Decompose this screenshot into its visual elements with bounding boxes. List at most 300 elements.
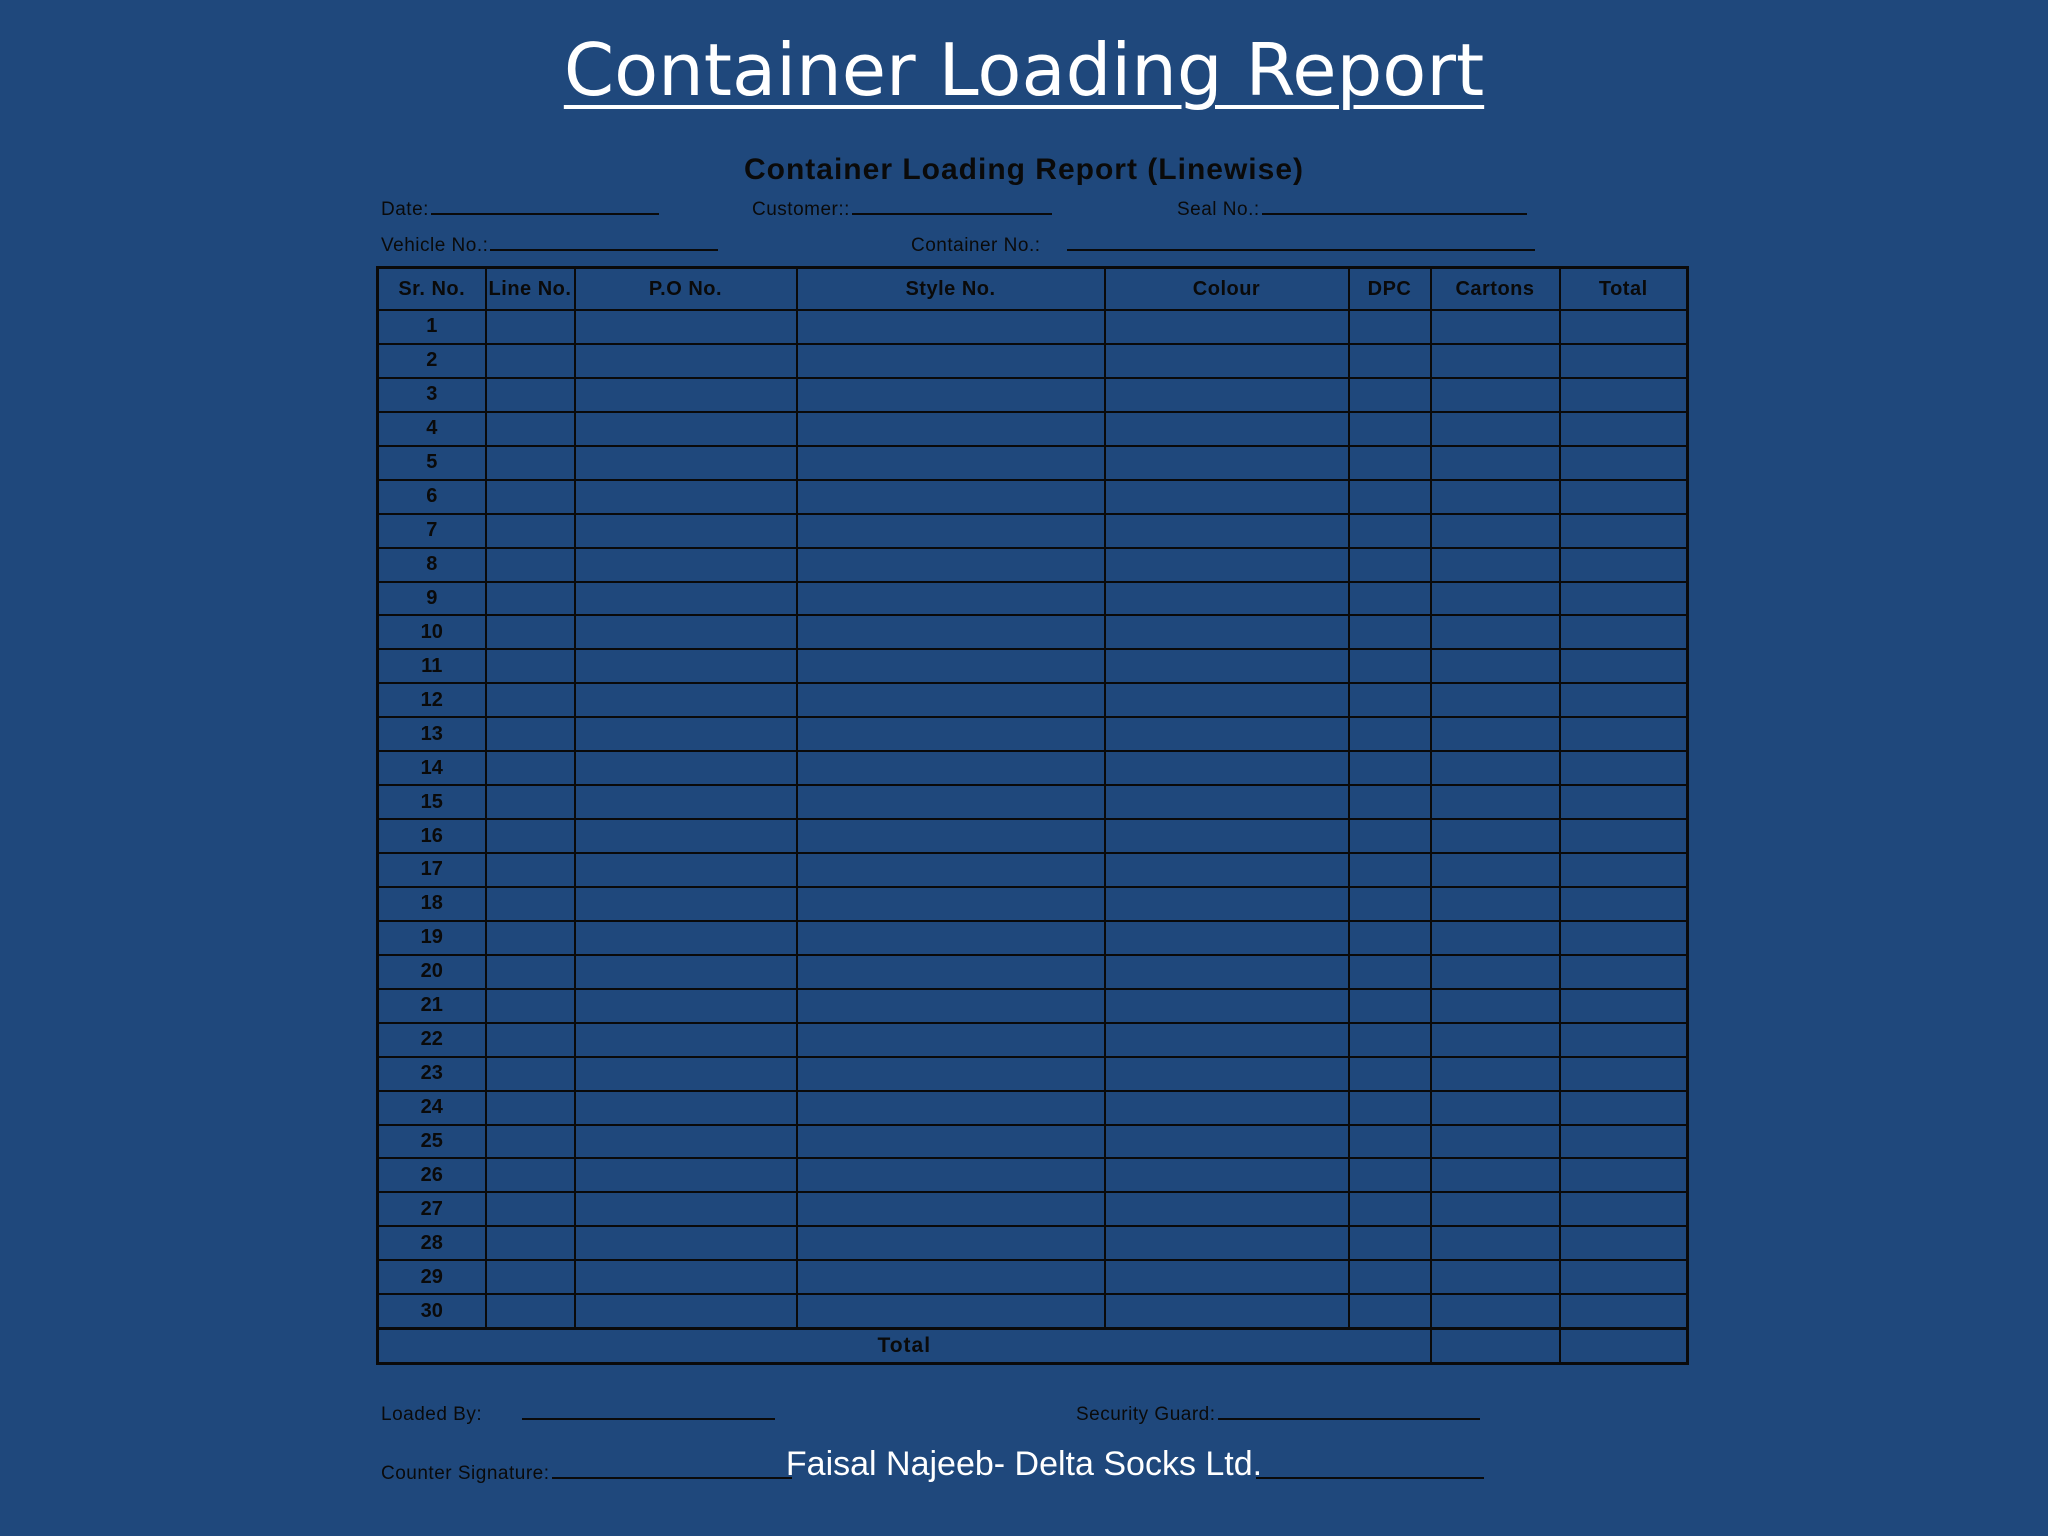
colour-cell[interactable] bbox=[1105, 1023, 1349, 1057]
slide-title: Container Loading Report bbox=[563, 28, 1485, 112]
total-cell[interactable] bbox=[1560, 1294, 1688, 1328]
footer-credit: Faisal Najeeb- Delta Socks Ltd. bbox=[785, 1445, 1263, 1483]
dpc-cell[interactable] bbox=[1349, 344, 1431, 378]
cartons-cell[interactable] bbox=[1431, 683, 1560, 717]
loaded-by-field[interactable] bbox=[381, 1404, 775, 1426]
style-no-cell[interactable] bbox=[797, 1057, 1105, 1091]
po-no-cell[interactable] bbox=[575, 344, 797, 378]
po-no-cell[interactable] bbox=[575, 853, 797, 887]
cartons-cell[interactable] bbox=[1431, 548, 1560, 582]
po-no-cell[interactable] bbox=[575, 548, 797, 582]
total-cell[interactable] bbox=[1560, 785, 1688, 819]
total-cell[interactable] bbox=[1560, 887, 1688, 921]
counter-signature-label: Counter Signature: bbox=[381, 1463, 550, 1484]
total-cell[interactable] bbox=[1560, 819, 1688, 853]
line-no-cell[interactable] bbox=[486, 615, 575, 649]
table-row bbox=[378, 1260, 1688, 1294]
date-blank-line bbox=[431, 212, 659, 215]
dpc-cell[interactable] bbox=[1349, 582, 1431, 616]
table-row bbox=[378, 480, 1688, 514]
total-cell[interactable] bbox=[1560, 1023, 1688, 1057]
style-no-cell[interactable] bbox=[797, 582, 1105, 616]
style-no-cell[interactable] bbox=[797, 514, 1105, 548]
table-row bbox=[378, 615, 1688, 649]
colour-cell[interactable] bbox=[1105, 1125, 1349, 1159]
style-no-cell[interactable] bbox=[797, 344, 1105, 378]
table-row bbox=[378, 887, 1688, 921]
table-row bbox=[378, 853, 1688, 887]
total-cell[interactable] bbox=[1560, 412, 1688, 446]
colour-cell[interactable] bbox=[1105, 480, 1349, 514]
dpc-cell[interactable] bbox=[1349, 1023, 1431, 1057]
po-no-cell[interactable] bbox=[575, 514, 797, 548]
dpc-cell[interactable] bbox=[1349, 412, 1431, 446]
table-row bbox=[378, 1158, 1688, 1192]
container-no-label: Container No.: bbox=[911, 235, 1041, 256]
cartons-cell[interactable] bbox=[1431, 649, 1560, 683]
sr-no-cell: 25 bbox=[378, 1125, 486, 1159]
dpc-cell[interactable] bbox=[1349, 378, 1431, 412]
colour-cell[interactable] bbox=[1105, 785, 1349, 819]
table-row bbox=[378, 683, 1688, 717]
table-row bbox=[378, 649, 1688, 683]
cartons-cell[interactable] bbox=[1431, 412, 1560, 446]
table-row bbox=[378, 1125, 1688, 1159]
sr-no-cell: 1 bbox=[378, 310, 486, 344]
colour-cell[interactable] bbox=[1105, 615, 1349, 649]
po-no-cell[interactable] bbox=[575, 1057, 797, 1091]
table-row bbox=[378, 785, 1688, 819]
cartons-cell[interactable] bbox=[1431, 853, 1560, 887]
colour-cell[interactable] bbox=[1105, 1091, 1349, 1125]
style-no-cell[interactable] bbox=[797, 615, 1105, 649]
colour-cell[interactable] bbox=[1105, 1057, 1349, 1091]
sr-no-cell: 29 bbox=[378, 1260, 486, 1294]
cartons-cell[interactable] bbox=[1431, 819, 1560, 853]
line-no-cell[interactable] bbox=[486, 1057, 575, 1091]
po-no-cell[interactable] bbox=[575, 785, 797, 819]
table-row bbox=[378, 446, 1688, 480]
vehicle-no-label: Vehicle No.: bbox=[381, 235, 489, 256]
dpc-cell[interactable] bbox=[1349, 310, 1431, 344]
total-cell[interactable] bbox=[1560, 1057, 1688, 1091]
colour-cell[interactable] bbox=[1105, 955, 1349, 989]
style-no-cell[interactable] bbox=[797, 989, 1105, 1023]
line-no-cell[interactable] bbox=[486, 717, 575, 751]
table-row bbox=[378, 378, 1688, 412]
po-no-cell[interactable] bbox=[575, 615, 797, 649]
cartons-cell[interactable] bbox=[1431, 751, 1560, 785]
total-cell[interactable] bbox=[1560, 1158, 1688, 1192]
dpc-cell[interactable] bbox=[1349, 887, 1431, 921]
colour-cell[interactable] bbox=[1105, 1158, 1349, 1192]
vehicle-no-blank-line bbox=[490, 248, 718, 251]
cartons-cell[interactable] bbox=[1431, 717, 1560, 751]
dpc-cell[interactable] bbox=[1349, 446, 1431, 480]
style-no-cell[interactable] bbox=[797, 683, 1105, 717]
line-no-cell[interactable] bbox=[486, 819, 575, 853]
table-row bbox=[378, 582, 1688, 616]
colour-cell[interactable] bbox=[1105, 1260, 1349, 1294]
total-cell[interactable] bbox=[1560, 548, 1688, 582]
sr-no-cell: 6 bbox=[378, 480, 486, 514]
total-cell[interactable] bbox=[1560, 717, 1688, 751]
dpc-cell[interactable] bbox=[1349, 1125, 1431, 1159]
total-cell[interactable] bbox=[1560, 853, 1688, 887]
sr-no-cell: 4 bbox=[378, 412, 486, 446]
style-no-cell[interactable] bbox=[797, 378, 1105, 412]
sr-no-cell: 7 bbox=[378, 514, 486, 548]
dpc-cell[interactable] bbox=[1349, 1226, 1431, 1260]
style-no-cell[interactable] bbox=[797, 921, 1105, 955]
po-no-cell[interactable] bbox=[575, 717, 797, 751]
container-no-field[interactable] bbox=[911, 235, 1535, 257]
dpc-cell[interactable] bbox=[1349, 921, 1431, 955]
total-cell[interactable] bbox=[1560, 921, 1688, 955]
line-no-cell[interactable] bbox=[486, 344, 575, 378]
po-no-cell[interactable] bbox=[575, 480, 797, 514]
style-no-cell[interactable] bbox=[797, 751, 1105, 785]
line-no-cell[interactable] bbox=[486, 1260, 575, 1294]
line-no-cell[interactable] bbox=[486, 582, 575, 616]
total-cell[interactable] bbox=[1560, 1226, 1688, 1260]
style-no-cell[interactable] bbox=[797, 310, 1105, 344]
header-sr-no: Sr. No. bbox=[378, 268, 486, 311]
po-no-cell[interactable] bbox=[575, 683, 797, 717]
total-cell[interactable] bbox=[1560, 514, 1688, 548]
cartons-cell[interactable] bbox=[1431, 1192, 1560, 1226]
dpc-cell[interactable] bbox=[1349, 1057, 1431, 1091]
line-no-cell[interactable] bbox=[486, 1125, 575, 1159]
po-no-cell[interactable] bbox=[575, 819, 797, 853]
line-no-cell[interactable] bbox=[486, 412, 575, 446]
customer-label: Customer:: bbox=[752, 199, 850, 220]
cartons-cell[interactable] bbox=[1431, 1125, 1560, 1159]
loaded-by-label: Loaded By: bbox=[381, 1404, 483, 1425]
table-row bbox=[378, 1294, 1688, 1328]
sr-no-cell: 27 bbox=[378, 1192, 486, 1226]
colour-cell[interactable] bbox=[1105, 989, 1349, 1023]
style-no-cell[interactable] bbox=[797, 1158, 1105, 1192]
cartons-cell[interactable] bbox=[1431, 344, 1560, 378]
total-label: Total bbox=[378, 1329, 1431, 1364]
total-cell[interactable] bbox=[1560, 1192, 1688, 1226]
table-row bbox=[378, 717, 1688, 751]
colour-cell[interactable] bbox=[1105, 751, 1349, 785]
security-guard-blank-line bbox=[1218, 1417, 1480, 1420]
sr-no-cell: 28 bbox=[378, 1226, 486, 1260]
po-no-cell[interactable] bbox=[575, 1023, 797, 1057]
dpc-cell[interactable] bbox=[1349, 1091, 1431, 1125]
line-no-cell[interactable] bbox=[486, 1091, 575, 1125]
cartons-cell[interactable] bbox=[1431, 1057, 1560, 1091]
cartons-cell[interactable] bbox=[1431, 1023, 1560, 1057]
security-guard-label: Security Guard: bbox=[1076, 1404, 1216, 1425]
colour-cell[interactable] bbox=[1105, 1192, 1349, 1226]
po-no-cell[interactable] bbox=[575, 378, 797, 412]
total-cell[interactable] bbox=[1560, 615, 1688, 649]
colour-cell[interactable] bbox=[1105, 344, 1349, 378]
cartons-cell[interactable] bbox=[1431, 378, 1560, 412]
form-heading: Container Loading Report (Linewise) bbox=[743, 153, 1304, 186]
colour-cell[interactable] bbox=[1105, 548, 1349, 582]
vehicle-no-field[interactable] bbox=[381, 235, 718, 257]
total-total-cell[interactable] bbox=[1560, 1329, 1688, 1364]
colour-cell[interactable] bbox=[1105, 446, 1349, 480]
dpc-cell[interactable] bbox=[1349, 1158, 1431, 1192]
colour-cell[interactable] bbox=[1105, 649, 1349, 683]
table-row bbox=[378, 751, 1688, 785]
table-header-row bbox=[378, 268, 1688, 311]
header-cartons: Cartons bbox=[1431, 268, 1560, 311]
sr-no-cell: 3 bbox=[378, 378, 486, 412]
line-no-cell[interactable] bbox=[486, 853, 575, 887]
colour-cell[interactable] bbox=[1105, 717, 1349, 751]
colour-cell[interactable] bbox=[1105, 378, 1349, 412]
style-no-cell[interactable] bbox=[797, 887, 1105, 921]
sr-no-cell: 11 bbox=[378, 649, 486, 683]
po-no-cell[interactable] bbox=[575, 921, 797, 955]
cartons-cell[interactable] bbox=[1431, 514, 1560, 548]
style-no-cell[interactable] bbox=[797, 1192, 1105, 1226]
dpc-cell[interactable] bbox=[1349, 819, 1431, 853]
dpc-cell[interactable] bbox=[1349, 853, 1431, 887]
table-row bbox=[378, 955, 1688, 989]
style-no-cell[interactable] bbox=[797, 1226, 1105, 1260]
line-no-cell[interactable] bbox=[486, 785, 575, 819]
po-no-cell[interactable] bbox=[575, 1158, 797, 1192]
colour-cell[interactable] bbox=[1105, 1294, 1349, 1328]
dpc-cell[interactable] bbox=[1349, 751, 1431, 785]
cartons-cell[interactable] bbox=[1431, 1091, 1560, 1125]
cartons-cell[interactable] bbox=[1431, 1260, 1560, 1294]
date-label: Date: bbox=[381, 199, 429, 220]
po-no-cell[interactable] bbox=[575, 1260, 797, 1294]
dpc-cell[interactable] bbox=[1349, 1260, 1431, 1294]
sr-no-cell: 26 bbox=[378, 1158, 486, 1192]
line-no-cell[interactable] bbox=[486, 649, 575, 683]
dpc-cell[interactable] bbox=[1349, 785, 1431, 819]
sr-no-cell: 9 bbox=[378, 582, 486, 616]
dpc-cell[interactable] bbox=[1349, 480, 1431, 514]
cartons-cell[interactable] bbox=[1431, 887, 1560, 921]
po-no-cell[interactable] bbox=[575, 446, 797, 480]
cartons-cell[interactable] bbox=[1431, 1226, 1560, 1260]
cartons-cell[interactable] bbox=[1431, 955, 1560, 989]
po-no-cell[interactable] bbox=[575, 1192, 797, 1226]
line-no-cell[interactable] bbox=[486, 1158, 575, 1192]
total-cell[interactable] bbox=[1560, 582, 1688, 616]
sr-no-cell: 8 bbox=[378, 548, 486, 582]
header-total: Total bbox=[1560, 268, 1688, 311]
table-row bbox=[378, 921, 1688, 955]
table-row bbox=[378, 310, 1688, 344]
customer-field[interactable] bbox=[752, 199, 1052, 221]
table-row bbox=[378, 344, 1688, 378]
sr-no-cell: 12 bbox=[378, 683, 486, 717]
total-cell[interactable] bbox=[1560, 1091, 1688, 1125]
seal-no-field[interactable] bbox=[1177, 199, 1527, 221]
cartons-cell[interactable] bbox=[1431, 921, 1560, 955]
po-no-cell[interactable] bbox=[575, 989, 797, 1023]
style-no-cell[interactable] bbox=[797, 785, 1105, 819]
loaded-by-blank-line bbox=[522, 1417, 775, 1420]
total-cell[interactable] bbox=[1560, 344, 1688, 378]
po-no-cell[interactable] bbox=[575, 887, 797, 921]
seal-no-blank-line bbox=[1262, 212, 1527, 215]
colour-cell[interactable] bbox=[1105, 582, 1349, 616]
dpc-cell[interactable] bbox=[1349, 649, 1431, 683]
seal-no-label: Seal No.: bbox=[1177, 199, 1260, 220]
colour-cell[interactable] bbox=[1105, 412, 1349, 446]
total-cell[interactable] bbox=[1560, 480, 1688, 514]
table-row bbox=[378, 1091, 1688, 1125]
line-no-cell[interactable] bbox=[486, 310, 575, 344]
total-cell[interactable] bbox=[1560, 1260, 1688, 1294]
total-cell[interactable] bbox=[1560, 446, 1688, 480]
sr-no-cell: 10 bbox=[378, 615, 486, 649]
style-no-cell[interactable] bbox=[797, 1091, 1105, 1125]
style-no-cell[interactable] bbox=[797, 649, 1105, 683]
total-cell[interactable] bbox=[1560, 378, 1688, 412]
dpc-cell[interactable] bbox=[1349, 989, 1431, 1023]
security-guard-field[interactable] bbox=[1076, 1404, 1480, 1426]
po-no-cell[interactable] bbox=[575, 582, 797, 616]
table-row bbox=[378, 989, 1688, 1023]
cartons-cell[interactable] bbox=[1431, 480, 1560, 514]
sr-no-cell: 2 bbox=[378, 344, 486, 378]
table-row bbox=[378, 1023, 1688, 1057]
dpc-cell[interactable] bbox=[1349, 683, 1431, 717]
colour-cell[interactable] bbox=[1105, 514, 1349, 548]
colour-cell[interactable] bbox=[1105, 683, 1349, 717]
style-no-cell[interactable] bbox=[797, 819, 1105, 853]
cartons-cell[interactable] bbox=[1431, 989, 1560, 1023]
po-no-cell[interactable] bbox=[575, 751, 797, 785]
header-line-no: Line No. bbox=[486, 268, 575, 311]
cartons-cell[interactable] bbox=[1431, 785, 1560, 819]
dpc-cell[interactable] bbox=[1349, 615, 1431, 649]
po-no-cell[interactable] bbox=[575, 1226, 797, 1260]
cartons-cell[interactable] bbox=[1431, 582, 1560, 616]
sr-no-cell: 5 bbox=[378, 446, 486, 480]
po-no-cell[interactable] bbox=[575, 955, 797, 989]
line-no-cell[interactable] bbox=[486, 887, 575, 921]
date-field[interactable] bbox=[381, 199, 659, 221]
style-no-cell[interactable] bbox=[797, 1023, 1105, 1057]
total-cell[interactable] bbox=[1560, 683, 1688, 717]
style-no-cell[interactable] bbox=[797, 480, 1105, 514]
header-po-no: P.O No. bbox=[575, 268, 797, 311]
dpc-cell[interactable] bbox=[1349, 1294, 1431, 1328]
cartons-cell[interactable] bbox=[1431, 615, 1560, 649]
table-row bbox=[378, 819, 1688, 853]
line-no-cell[interactable] bbox=[486, 446, 575, 480]
sr-no-cell: 18 bbox=[378, 887, 486, 921]
header-dpc: DPC bbox=[1349, 268, 1431, 311]
sr-no-cell: 14 bbox=[378, 751, 486, 785]
line-no-cell[interactable] bbox=[486, 683, 575, 717]
line-no-cell[interactable] bbox=[486, 921, 575, 955]
colour-cell[interactable] bbox=[1105, 853, 1349, 887]
total-cell[interactable] bbox=[1560, 955, 1688, 989]
style-no-cell[interactable] bbox=[797, 955, 1105, 989]
loading-table bbox=[376, 266, 1689, 1365]
po-no-cell[interactable] bbox=[575, 1294, 797, 1328]
header-colour: Colour bbox=[1105, 268, 1349, 311]
total-cell[interactable] bbox=[1560, 310, 1688, 344]
table-row bbox=[378, 514, 1688, 548]
table-total-row bbox=[378, 1329, 1688, 1364]
style-no-cell[interactable] bbox=[797, 1260, 1105, 1294]
table-row bbox=[378, 1192, 1688, 1226]
container-no-blank-line bbox=[1067, 248, 1535, 251]
cartons-cell[interactable] bbox=[1431, 446, 1560, 480]
customer-blank-line bbox=[852, 212, 1052, 215]
colour-cell[interactable] bbox=[1105, 310, 1349, 344]
po-no-cell[interactable] bbox=[575, 649, 797, 683]
style-no-cell[interactable] bbox=[797, 446, 1105, 480]
total-cell[interactable] bbox=[1560, 1125, 1688, 1159]
dpc-cell[interactable] bbox=[1349, 717, 1431, 751]
po-no-cell[interactable] bbox=[575, 412, 797, 446]
total-cartons-cell[interactable] bbox=[1431, 1329, 1560, 1364]
line-no-cell[interactable] bbox=[486, 514, 575, 548]
line-no-cell[interactable] bbox=[486, 989, 575, 1023]
cartons-cell[interactable] bbox=[1431, 1158, 1560, 1192]
line-no-cell[interactable] bbox=[486, 480, 575, 514]
sr-no-cell: 23 bbox=[378, 1057, 486, 1091]
line-no-cell[interactable] bbox=[486, 1226, 575, 1260]
total-cell[interactable] bbox=[1560, 989, 1688, 1023]
line-no-cell[interactable] bbox=[486, 1294, 575, 1328]
cartons-cell[interactable] bbox=[1431, 310, 1560, 344]
total-cell[interactable] bbox=[1560, 649, 1688, 683]
sr-no-cell: 16 bbox=[378, 819, 486, 853]
style-no-cell[interactable] bbox=[797, 1294, 1105, 1328]
po-no-cell[interactable] bbox=[575, 1125, 797, 1159]
line-no-cell[interactable] bbox=[486, 378, 575, 412]
sr-no-cell: 19 bbox=[378, 921, 486, 955]
style-no-cell[interactable] bbox=[797, 717, 1105, 751]
style-no-cell[interactable] bbox=[797, 412, 1105, 446]
po-no-cell[interactable] bbox=[575, 1091, 797, 1125]
dpc-cell[interactable] bbox=[1349, 514, 1431, 548]
colour-cell[interactable] bbox=[1105, 819, 1349, 853]
table-row bbox=[378, 412, 1688, 446]
total-cell[interactable] bbox=[1560, 751, 1688, 785]
dpc-cell[interactable] bbox=[1349, 1192, 1431, 1226]
colour-cell[interactable] bbox=[1105, 1226, 1349, 1260]
cartons-cell[interactable] bbox=[1431, 1294, 1560, 1328]
line-no-cell[interactable] bbox=[486, 548, 575, 582]
colour-cell[interactable] bbox=[1105, 887, 1349, 921]
line-no-cell[interactable] bbox=[486, 1023, 575, 1057]
sr-no-cell: 30 bbox=[378, 1294, 486, 1328]
dpc-cell[interactable] bbox=[1349, 955, 1431, 989]
style-no-cell[interactable] bbox=[797, 548, 1105, 582]
style-no-cell[interactable] bbox=[797, 1125, 1105, 1159]
sr-no-cell: 24 bbox=[378, 1091, 486, 1125]
style-no-cell[interactable] bbox=[797, 853, 1105, 887]
line-no-cell[interactable] bbox=[486, 1192, 575, 1226]
colour-cell[interactable] bbox=[1105, 921, 1349, 955]
line-no-cell[interactable] bbox=[486, 955, 575, 989]
line-no-cell[interactable] bbox=[486, 751, 575, 785]
table-row bbox=[378, 1057, 1688, 1091]
po-no-cell[interactable] bbox=[575, 310, 797, 344]
dpc-cell[interactable] bbox=[1349, 548, 1431, 582]
